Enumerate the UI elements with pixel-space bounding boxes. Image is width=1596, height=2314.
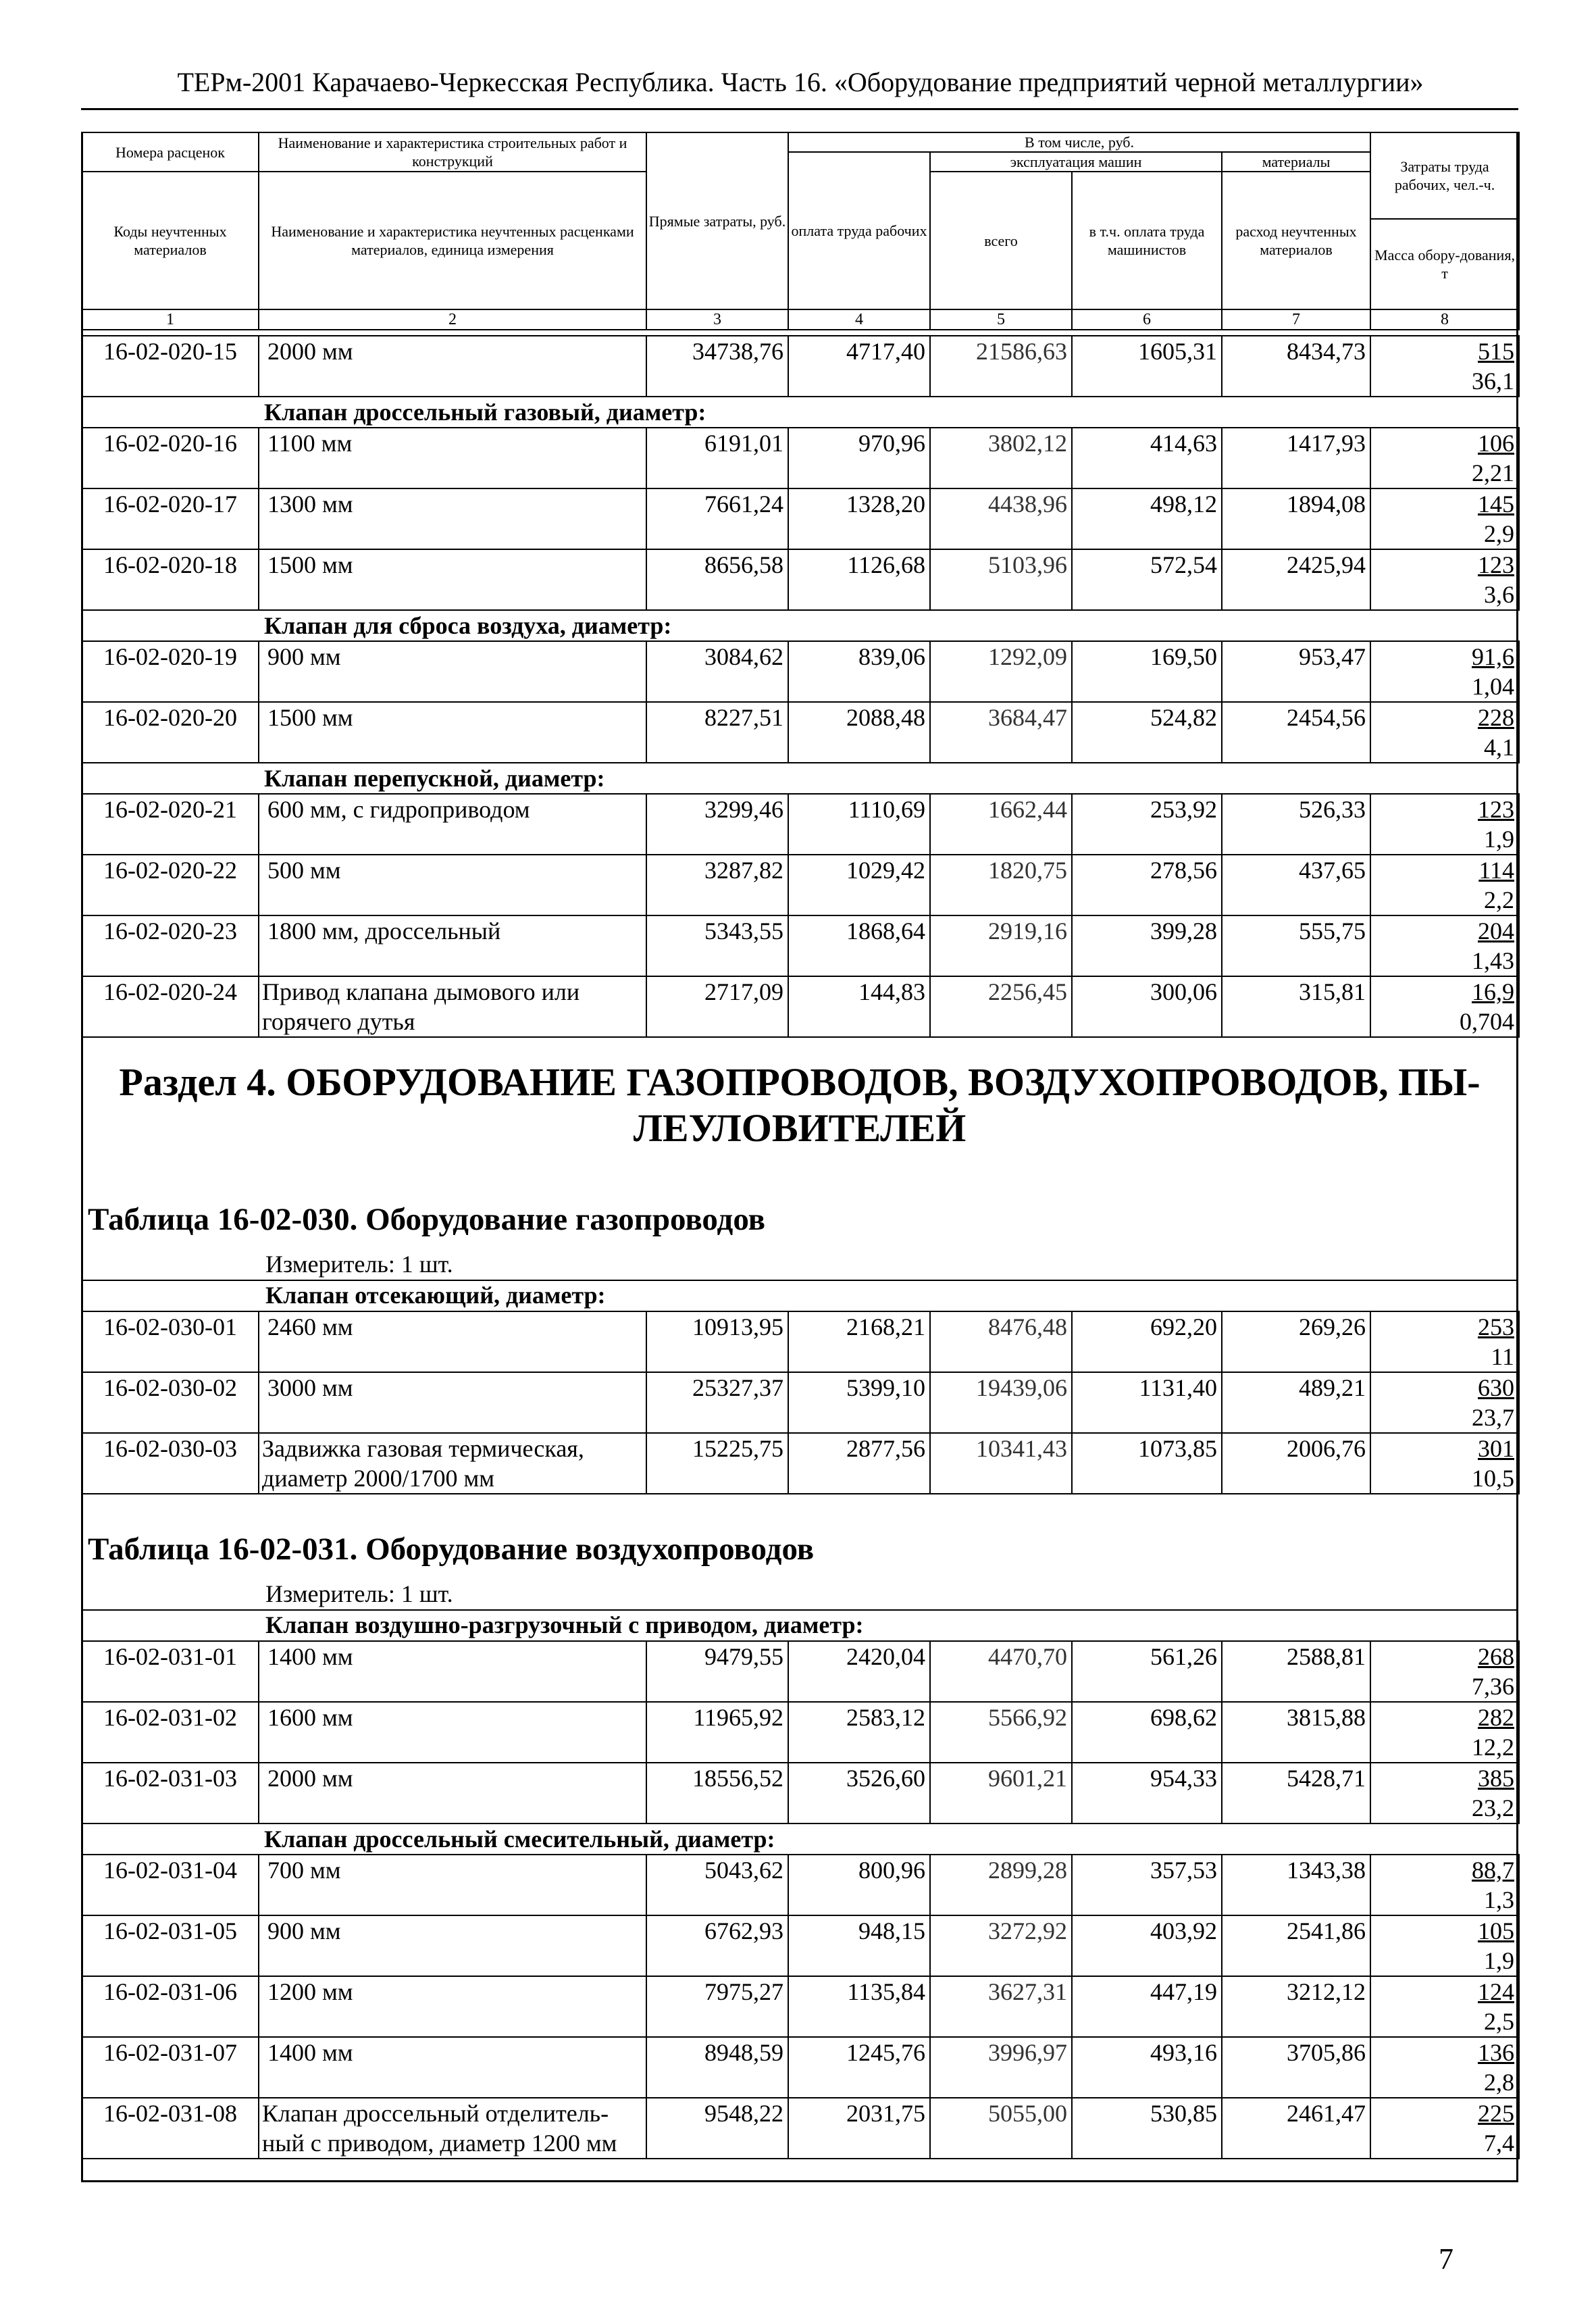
operators-cost: 253,92: [1072, 794, 1222, 855]
equipment-mass: 7,4: [1484, 2130, 1514, 2157]
labor-hours-mass: [1370, 1311, 1519, 1372]
table-row: [82, 702, 1519, 763]
item-name: 1300 мм: [259, 488, 646, 549]
table-031-unit: Измеритель: 1 шт.: [265, 1580, 453, 1607]
rate-code: 16-02-020-18: [82, 549, 259, 610]
rate-code: 16-02-020-16: [82, 428, 259, 488]
labor-hours-mass: [1370, 1915, 1519, 1976]
table-row: [82, 1702, 1519, 1763]
table-row: [82, 1976, 1519, 2037]
table-row: [82, 1372, 1519, 1433]
materials-cost: 489,21: [1222, 1372, 1370, 1433]
materials-cost: 526,33: [1222, 794, 1370, 855]
labor-hours: 301: [1478, 1435, 1514, 1462]
machines-cost: 3802,12: [930, 428, 1072, 488]
equipment-mass: 3,6: [1484, 581, 1514, 608]
materials-cost: 2425,94: [1222, 549, 1370, 610]
labor-cost: 2168,21: [788, 1311, 930, 1372]
rate-code: 16-02-031-04: [82, 1855, 259, 1915]
labor-hours: 145: [1478, 491, 1514, 518]
table-030-unit: Измеритель: 1 шт.: [265, 1251, 453, 1278]
table-030: [81, 1311, 1520, 1494]
labor-hours-mass: [1370, 1763, 1519, 1823]
operators-cost: 1073,85: [1072, 1433, 1222, 1494]
direct-cost: 18556,52: [646, 1763, 788, 1823]
operators-cost: 692,20: [1072, 1311, 1222, 1372]
labor-cost: 1126,68: [788, 549, 930, 610]
col1-bottom-header: Коды неучтенных материалов: [82, 172, 259, 309]
operators-cost: 278,56: [1072, 855, 1222, 915]
equipment-mass: 23,7: [1472, 1404, 1514, 1431]
group-title: Клапан дроссельный смесительный, диаметр:: [82, 1823, 1519, 1855]
rate-code: 16-02-020-17: [82, 488, 259, 549]
equipment-mass: 23,2: [1472, 1794, 1514, 1821]
rate-code: 16-02-030-03: [82, 1433, 259, 1494]
machines-cost: 21586,63: [930, 336, 1072, 397]
col8-top-header: Затраты труда рабочих, чел.-ч.: [1370, 132, 1519, 219]
equipment-mass: 2,21: [1472, 459, 1514, 486]
equipment-mass: 0,704: [1460, 1008, 1514, 1035]
labor-hours-mass: [1370, 549, 1519, 610]
item-name: 1200 мм: [259, 1976, 646, 2037]
materials-cost: 3705,86: [1222, 2037, 1370, 2098]
labor-hours-mass: [1370, 1372, 1519, 1433]
operators-cost: 1131,40: [1072, 1372, 1222, 1433]
exploit-header: эксплуатация машин: [930, 152, 1222, 172]
rate-code: 16-02-031-02: [82, 1702, 259, 1763]
item-name: Привод клапана дымового или горячего дутья: [259, 976, 646, 1037]
operators-cost: 530,85: [1072, 2098, 1222, 2159]
header-rule: [81, 108, 1518, 110]
direct-cost: 5343,55: [646, 915, 788, 976]
direct-cost: 7661,24: [646, 488, 788, 549]
materials-cost: 555,75: [1222, 915, 1370, 976]
operators-cost: 399,28: [1072, 915, 1222, 976]
item-name: 1500 мм: [259, 549, 646, 610]
page-number: 7: [1439, 2242, 1453, 2275]
col4-header: оплата труда рабочих: [788, 152, 930, 309]
item-name: 900 мм: [259, 641, 646, 702]
labor-hours-mass: [1370, 1855, 1519, 1915]
materials-cost: 2588,81: [1222, 1641, 1370, 1702]
group-title: Клапан дроссельный газовый, диаметр:: [82, 397, 1519, 428]
operators-cost: 954,33: [1072, 1763, 1222, 1823]
machines-cost: 2899,28: [930, 1855, 1072, 1915]
item-name: 2000 мм: [259, 336, 646, 397]
operators-cost: 561,26: [1072, 1641, 1222, 1702]
direct-cost: 11965,92: [646, 1702, 788, 1763]
operators-cost: 498,12: [1072, 488, 1222, 549]
col-number: 4: [788, 309, 930, 330]
machines-cost: 3272,92: [930, 1915, 1072, 1976]
materials-cost: 269,26: [1222, 1311, 1370, 1372]
section-title-line2: ЛЕУЛОВИТЕЛЕЙ: [633, 1106, 967, 1150]
item-name: 1500 мм: [259, 702, 646, 763]
materials-cost: 5428,71: [1222, 1763, 1370, 1823]
labor-hours: 106: [1478, 430, 1514, 457]
direct-cost: 8948,59: [646, 2037, 788, 2098]
table-row: [82, 855, 1519, 915]
materials-cost: 3212,12: [1222, 1976, 1370, 2037]
materials-cost: 437,65: [1222, 855, 1370, 915]
col6-header: в т.ч. оплата труда машинистов: [1072, 172, 1222, 309]
rate-code: 16-02-030-01: [82, 1311, 259, 1372]
table-row: [82, 915, 1519, 976]
group-title: Клапан отсекающий, диаметр:: [265, 1282, 606, 1309]
labor-hours: 225: [1478, 2100, 1514, 2127]
machines-cost: 1292,09: [930, 641, 1072, 702]
rate-code: 16-02-031-05: [82, 1915, 259, 1976]
item-name: 600 мм, с гидроприводом: [259, 794, 646, 855]
table-row: [82, 2098, 1519, 2159]
machines-cost: 4438,96: [930, 488, 1072, 549]
labor-cost: 2031,75: [788, 2098, 930, 2159]
direct-cost: 8227,51: [646, 702, 788, 763]
direct-cost: 3084,62: [646, 641, 788, 702]
labor-hours-mass: [1370, 1976, 1519, 2037]
labor-cost: 4717,40: [788, 336, 930, 397]
operators-cost: 357,53: [1072, 1855, 1222, 1915]
direct-cost: 6191,01: [646, 428, 788, 488]
equipment-mass: 36,1: [1472, 368, 1514, 395]
column-header-table: [81, 132, 1520, 330]
table-row: [82, 1311, 1519, 1372]
col-number: 8: [1370, 309, 1519, 330]
labor-hours: 124: [1478, 1978, 1514, 2005]
table-row: [82, 1763, 1519, 1823]
table-031: [81, 1640, 1520, 2159]
equipment-mass: 1,3: [1484, 1886, 1514, 1913]
table-row: [82, 641, 1519, 702]
table-row: [82, 1915, 1519, 1976]
item-name: 2460 мм: [259, 1311, 646, 1372]
materials-cost: 953,47: [1222, 641, 1370, 702]
incl-header: В том числе, руб.: [788, 132, 1370, 152]
rate-code: 16-02-031-08: [82, 2098, 259, 2159]
table-row: [82, 488, 1519, 549]
operators-cost: 169,50: [1072, 641, 1222, 702]
labor-cost: 970,96: [788, 428, 930, 488]
equipment-mass: 1,9: [1484, 826, 1514, 853]
labor-cost: 2420,04: [788, 1641, 930, 1702]
labor-hours-mass: [1370, 488, 1519, 549]
labor-hours-mass: [1370, 2037, 1519, 2098]
rate-code: 16-02-020-22: [82, 855, 259, 915]
table-row: [82, 976, 1519, 1037]
equipment-mass: 12,2: [1472, 1734, 1514, 1761]
item-name: Клапан дроссельный отделитель-ный с приводом, диаметр 1200 мм: [259, 2098, 646, 2159]
operators-cost: 698,62: [1072, 1702, 1222, 1763]
rate-code: 16-02-031-06: [82, 1976, 259, 2037]
labor-cost: 5399,10: [788, 1372, 930, 1433]
materials-cost: 2461,47: [1222, 2098, 1370, 2159]
machines-cost: 3627,31: [930, 1976, 1072, 2037]
labor-hours: 91,6: [1472, 643, 1514, 670]
labor-hours-mass: [1370, 641, 1519, 702]
equipment-mass: 2,9: [1484, 520, 1514, 547]
col-number: 5: [930, 309, 1072, 330]
item-name: 1100 мм: [259, 428, 646, 488]
table-row: [82, 428, 1519, 488]
col8-bottom-header: Масса обору-дования, т: [1370, 219, 1519, 309]
item-name: 700 мм: [259, 1855, 646, 1915]
equipment-mass: 1,04: [1472, 673, 1514, 700]
col5-header: всего: [930, 172, 1072, 309]
section-title-line1: Раздел 4. ОБОРУДОВАНИЕ ГАЗОПРОВОДОВ, ВОЗДУХОПРОВОДОВ, ПЫ-: [119, 1060, 1481, 1104]
machines-cost: 1820,75: [930, 855, 1072, 915]
machines-cost: 8476,48: [930, 1311, 1072, 1372]
table-030-title: Таблица 16-02-030. Оборудование газопроводов: [88, 1202, 766, 1237]
labor-cost: 1245,76: [788, 2037, 930, 2098]
table-row: [82, 1433, 1519, 1494]
labor-hours: 114: [1478, 857, 1514, 884]
item-name: 1400 мм: [259, 2037, 646, 2098]
operators-cost: 493,16: [1072, 2037, 1222, 2098]
equipment-mass: 7,36: [1472, 1673, 1514, 1700]
rate-code: 16-02-031-03: [82, 1763, 259, 1823]
rate-code: 16-02-020-15: [82, 336, 259, 397]
labor-cost: 3526,60: [788, 1763, 930, 1823]
table-row: [82, 549, 1519, 610]
labor-hours: 123: [1478, 551, 1514, 578]
col-number: 7: [1222, 309, 1370, 330]
direct-cost: 10913,95: [646, 1311, 788, 1372]
table-row: [82, 1855, 1519, 1915]
labor-hours-mass: [1370, 1433, 1519, 1494]
labor-cost: 1110,69: [788, 794, 930, 855]
equipment-mass: 10,5: [1472, 1465, 1514, 1492]
machines-cost: 3996,97: [930, 2037, 1072, 2098]
price-table-part1: [81, 335, 1520, 1038]
labor-hours: 385: [1478, 1765, 1514, 1792]
labor-cost: 1029,42: [788, 855, 930, 915]
materials-cost: 2454,56: [1222, 702, 1370, 763]
col3-header: Прямые затраты, руб.: [646, 132, 788, 309]
table-031-title: Таблица 16-02-031. Оборудование воздухопроводов: [88, 1532, 815, 1567]
labor-hours: 136: [1478, 2039, 1514, 2066]
table-row: [82, 1641, 1519, 1702]
labor-hours-mass: [1370, 976, 1519, 1037]
labor-cost: 1328,20: [788, 488, 930, 549]
materials-cost: 8434,73: [1222, 336, 1370, 397]
operators-cost: 1605,31: [1072, 336, 1222, 397]
labor-hours-mass: [1370, 428, 1519, 488]
labor-cost: 2088,48: [788, 702, 930, 763]
labor-cost: 144,83: [788, 976, 930, 1037]
equipment-mass: 1,9: [1484, 1947, 1514, 1974]
item-name: 900 мм: [259, 1915, 646, 1976]
machines-cost: 9601,21: [930, 1763, 1072, 1823]
direct-cost: 6762,93: [646, 1915, 788, 1976]
table-row: [82, 2037, 1519, 2098]
labor-hours: 204: [1478, 917, 1514, 945]
page-header: ТЕРм-2001 Карачаево-Черкесская Республика. Часть 16. «Оборудование предприятий черной металлургии»: [177, 67, 1424, 97]
col-number: 3: [646, 309, 788, 330]
labor-hours: 123: [1478, 796, 1514, 823]
materials-cost: 1894,08: [1222, 488, 1370, 549]
rate-code: 16-02-020-23: [82, 915, 259, 976]
materials-cost: 315,81: [1222, 976, 1370, 1037]
operators-cost: 524,82: [1072, 702, 1222, 763]
machines-cost: 1662,44: [930, 794, 1072, 855]
col7-header: расход неучтенных материалов: [1222, 172, 1370, 309]
labor-hours-mass: [1370, 702, 1519, 763]
labor-hours-mass: [1370, 1702, 1519, 1763]
table-row: [82, 794, 1519, 855]
item-name: 3000 мм: [259, 1372, 646, 1433]
equipment-mass: 2,2: [1484, 886, 1514, 913]
machines-cost: 3684,47: [930, 702, 1072, 763]
labor-hours: 282: [1478, 1704, 1514, 1731]
rate-code: 16-02-020-24: [82, 976, 259, 1037]
labor-hours: 228: [1478, 704, 1514, 731]
direct-cost: 15225,75: [646, 1433, 788, 1494]
machines-cost: 5103,96: [930, 549, 1072, 610]
labor-cost: 1868,64: [788, 915, 930, 976]
machines-cost: 2256,45: [930, 976, 1072, 1037]
direct-cost: 3287,82: [646, 855, 788, 915]
col1-top-header: Номера расценок: [82, 132, 259, 172]
direct-cost: 25327,37: [646, 1372, 788, 1433]
labor-cost: 1135,84: [788, 1976, 930, 2037]
labor-cost: 2583,12: [788, 1702, 930, 1763]
labor-cost: 2877,56: [788, 1433, 930, 1494]
labor-hours-mass: [1370, 336, 1519, 397]
direct-cost: 3299,46: [646, 794, 788, 855]
operators-cost: 403,92: [1072, 1915, 1222, 1976]
direct-cost: 34738,76: [646, 336, 788, 397]
labor-hours-mass: [1370, 855, 1519, 915]
col-number: 2: [259, 309, 646, 330]
materials-cost: 1417,93: [1222, 428, 1370, 488]
labor-hours: 88,7: [1472, 1857, 1514, 1884]
operators-cost: 300,06: [1072, 976, 1222, 1037]
rate-code: 16-02-020-20: [82, 702, 259, 763]
col-number: 1: [82, 309, 259, 330]
labor-hours: 253: [1478, 1313, 1514, 1340]
table-row: [82, 336, 1519, 397]
direct-cost: 2717,09: [646, 976, 788, 1037]
materials-cost: 2541,86: [1222, 1915, 1370, 1976]
col2-top-header: Наименование и характеристика строительных работ и конструкций: [259, 132, 646, 172]
item-name: Задвижка газовая термическая, диаметр 2000/1700 мм: [259, 1433, 646, 1494]
labor-hours: 16,9: [1472, 978, 1514, 1005]
labor-hours: 630: [1478, 1374, 1514, 1401]
item-name: 1400 мм: [259, 1641, 646, 1702]
item-name: 2000 мм: [259, 1763, 646, 1823]
labor-cost: 948,15: [788, 1915, 930, 1976]
operators-cost: 447,19: [1072, 1976, 1222, 2037]
equipment-mass: 4,1: [1484, 734, 1514, 761]
rate-code: 16-02-031-07: [82, 2037, 259, 2098]
machines-cost: 19439,06: [930, 1372, 1072, 1433]
machines-cost: 2919,16: [930, 915, 1072, 976]
machines-cost: 10341,43: [930, 1433, 1072, 1494]
direct-cost: 7975,27: [646, 1976, 788, 2037]
labor-hours-mass: [1370, 915, 1519, 976]
direct-cost: 8656,58: [646, 549, 788, 610]
col2-bottom-header: Наименование и характеристика неучтенных расценками материалов, единица измерения: [259, 172, 646, 309]
materials-cost: 3815,88: [1222, 1702, 1370, 1763]
labor-hours-mass: [1370, 1641, 1519, 1702]
rate-code: 16-02-020-21: [82, 794, 259, 855]
machines-cost: 5566,92: [930, 1702, 1072, 1763]
labor-cost: 839,06: [788, 641, 930, 702]
operators-cost: 572,54: [1072, 549, 1222, 610]
group-title: Клапан воздушно-разгрузочный с приводом, диаметр:: [265, 1611, 864, 1638]
labor-hours: 515: [1478, 338, 1514, 365]
rate-code: 16-02-020-19: [82, 641, 259, 702]
machines-cost: 5055,00: [930, 2098, 1072, 2159]
rate-code: 16-02-030-02: [82, 1372, 259, 1433]
operators-cost: 414,63: [1072, 428, 1222, 488]
equipment-mass: 11: [1491, 1343, 1514, 1370]
equipment-mass: 2,8: [1484, 2069, 1514, 2096]
col-number: 6: [1072, 309, 1222, 330]
group-title: Клапан для сброса воздуха, диаметр:: [82, 610, 1519, 641]
direct-cost: 5043,62: [646, 1855, 788, 1915]
labor-hours: 105: [1478, 1917, 1514, 1944]
item-name: 500 мм: [259, 855, 646, 915]
materials-cost: 2006,76: [1222, 1433, 1370, 1494]
group-title: Клапан перепускной, диаметр:: [82, 763, 1519, 794]
direct-cost: 9548,22: [646, 2098, 788, 2159]
item-name: 1600 мм: [259, 1702, 646, 1763]
equipment-mass: 2,5: [1484, 2008, 1514, 2035]
labor-hours: 268: [1478, 1643, 1514, 1670]
item-name: 1800 мм, дроссельный: [259, 915, 646, 976]
labor-cost: 800,96: [788, 1855, 930, 1915]
labor-hours-mass: [1370, 794, 1519, 855]
direct-cost: 9479,55: [646, 1641, 788, 1702]
materials-cost: 1343,38: [1222, 1855, 1370, 1915]
labor-hours-mass: [1370, 2098, 1519, 2159]
equipment-mass: 1,43: [1472, 947, 1514, 974]
machines-cost: 4470,70: [930, 1641, 1072, 1702]
materials-header: материалы: [1222, 152, 1370, 172]
rate-code: 16-02-031-01: [82, 1641, 259, 1702]
